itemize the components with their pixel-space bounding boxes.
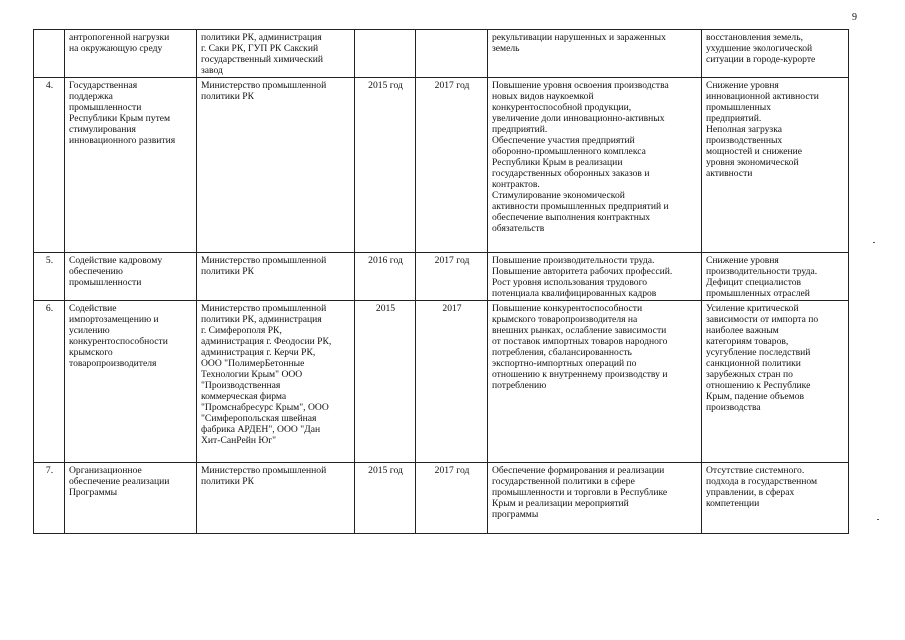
row-number-cell [34, 30, 65, 78]
executor-line: политики РК [201, 266, 254, 277]
consequences-cell [702, 463, 849, 534]
consequences-line: управлении, в сферах [706, 487, 795, 498]
consequences-line: наиболее важным [706, 325, 779, 336]
consequences-line: Крым, падение объемов [706, 391, 805, 402]
end-year-cell [416, 463, 488, 534]
consequences-line: производства [706, 402, 761, 413]
consequences-line: Снижение уровня [706, 255, 779, 266]
expected-result-cell [488, 463, 702, 534]
expected-result-line: Крым и реализации мероприятий [492, 498, 629, 509]
expected-result-line: рекультивации нарушенных и зараженных [492, 32, 666, 43]
end-year-text: 2017 [442, 303, 462, 314]
expected-result-line: активности промышленных предприятий и [492, 201, 669, 212]
executor-line: администрация г. Керчи РК, [201, 347, 316, 358]
expected-result-line: Повышение уровня освоения производства [492, 80, 669, 91]
executor-cell [197, 301, 355, 463]
executor-line: Министерство промышленной [201, 255, 327, 266]
measure-name-line: импортозамещению и [69, 314, 159, 325]
executor-line: завод [201, 65, 223, 76]
consequences-line: промышленных отраслей [706, 288, 810, 299]
row-number-text: 4. [45, 80, 54, 91]
consequences-line: Отсутствие системного. [706, 465, 805, 476]
expected-result-cell [488, 253, 702, 301]
measure-name-line: товаропроизводителя [69, 358, 157, 369]
expected-result-line: оборонно-промышленного комплекса [492, 146, 646, 157]
expected-result-line: Повышение авторитета рабочих профессий. [492, 266, 673, 277]
measure-name-line: стимулирования [69, 124, 136, 135]
start-year-text: 2016 год [368, 255, 403, 266]
start-year-cell [355, 301, 416, 463]
consequences-line: Дефицит специалистов [706, 277, 802, 288]
consequences-line: активности [706, 168, 753, 179]
measure-name-line: промышленности [69, 102, 142, 113]
consequences-line: компетенции [706, 498, 760, 509]
executor-cell [197, 253, 355, 301]
expected-result-line: внешних рынках, ослабление зависимости [492, 325, 667, 336]
consequences-line: отношению к Республике [706, 380, 811, 391]
expected-result-line: экспортно-импортных операций по [492, 358, 637, 369]
measure-name-line: конкурентоспособности [69, 336, 168, 347]
executor-line: г. Симферополя РК, [201, 325, 282, 336]
expected-result-line: программы [492, 509, 539, 520]
expected-result-line: потреблению [492, 380, 547, 391]
expected-result-line: новых видов наукоемкой [492, 91, 594, 102]
measure-name-line: Государственная [69, 80, 138, 91]
end-year-text: 2017 год [434, 465, 470, 476]
measure-name-cell [65, 253, 197, 301]
expected-result-line: конкурентоспособной продукции, [492, 102, 632, 113]
executor-line: политики РК, администрация [201, 314, 322, 325]
expected-result-line: потребления, сбалансированность [492, 347, 632, 358]
executor-line: Хит-СанРейн Юг" [201, 435, 277, 446]
measure-name-line: Республики Крым путем [69, 113, 171, 124]
executor-line: ООО "ПолимерБетонные [201, 358, 305, 369]
table-row [34, 30, 849, 78]
executor-line: Технологии Крым" ООО [201, 369, 303, 380]
executor-line: политики РК [201, 476, 254, 487]
consequences-line: уровня экономической [706, 157, 799, 168]
executor-line: политики РК [201, 91, 254, 102]
expected-result-line: крымского товаропроизводителя на [492, 314, 638, 325]
consequences-cell [702, 30, 849, 78]
expected-result-line: Обеспечение формирования и реализации [492, 465, 665, 476]
measure-name-line: инновационного развития [69, 135, 176, 146]
consequences-line: Усиление критической [706, 303, 799, 314]
measure-name-line: усилению [69, 325, 110, 336]
executor-line: администрация г. Феодосии РК, [201, 336, 332, 347]
expected-result-line: Обеспечение участия предприятий [492, 135, 635, 146]
expected-result-line: Рост уровня использования трудового [492, 277, 648, 288]
consequences-line: мощностей и снижение [706, 146, 803, 157]
consequences-line: зарубежных стран по [706, 369, 793, 380]
consequences-line: усугубление последствий [706, 347, 811, 358]
consequences-line: производственных [706, 135, 783, 146]
table-row [34, 253, 849, 301]
executor-line: коммерческая фирма [201, 391, 287, 402]
executor-line: "Производственная [201, 380, 281, 391]
start-year-cell [355, 253, 416, 301]
consequences-line: Неполная загрузка [706, 124, 782, 135]
scan-mark [877, 519, 879, 520]
measure-name-line: Программы [69, 487, 118, 498]
executor-cell [197, 463, 355, 534]
measure-name-line: Содействие [69, 303, 117, 314]
executor-cell [197, 78, 355, 253]
end-year-cell [416, 301, 488, 463]
row-number-text: 6. [45, 303, 54, 314]
executor-line: "Промснабресурс Крым", ООО [201, 402, 329, 413]
measure-name-line: Содействие кадровому [69, 255, 163, 266]
end-year-text: 2017 год [434, 80, 470, 91]
table-row [34, 301, 849, 463]
expected-result-line: предприятий. [492, 124, 548, 135]
executor-line: Министерство промышленной [201, 80, 327, 91]
executor-cell [197, 30, 355, 78]
measure-name-line: обеспечению [69, 266, 123, 277]
start-year-text: 2015 год [368, 80, 403, 91]
expected-result-line: Повышение конкурентоспособности [492, 303, 643, 314]
measure-name-line: антропогенной нагрузки [69, 32, 170, 43]
expected-result-line: от поставок импортных товаров народного [492, 336, 668, 347]
consequences-cell [702, 78, 849, 253]
row-number-cell [34, 78, 65, 253]
expected-result-line: потенциала квалифицированных кадров [492, 288, 657, 299]
measure-name-cell [65, 301, 197, 463]
row-number-cell [34, 463, 65, 534]
executor-line: политики РК, администрация [201, 32, 322, 43]
expected-result-line: государственных оборонных заказов и [492, 168, 650, 179]
expected-result-line: промышленности и торговли в Республике [492, 487, 668, 498]
consequences-line: промышленных [706, 102, 772, 113]
start-year-cell [355, 463, 416, 534]
consequences-line: ухудшение экологической [706, 43, 813, 54]
measure-name-line: на окружающую среду [69, 43, 163, 54]
consequences-line: восстановления земель, [706, 32, 803, 43]
measure-name-cell [65, 463, 197, 534]
executor-line: г. Саки РК, ГУП РК Сакский [201, 43, 319, 54]
expected-result-line: Республики Крым в реализации [492, 157, 623, 168]
expected-result-cell [488, 30, 702, 78]
row-number-cell [34, 253, 65, 301]
expected-result-line: государственной политики в сфере [492, 476, 635, 487]
table-row [34, 78, 849, 253]
page-number: 9 [852, 12, 857, 23]
consequences-line: предприятий. [706, 113, 762, 124]
end-year-cell [416, 78, 488, 253]
measure-name-line: обеспечение реализации [69, 476, 170, 487]
consequences-line: Снижение уровня [706, 80, 779, 91]
row-number-text: 5. [45, 255, 54, 266]
expected-result-line: Стимулирование экономической [492, 190, 625, 201]
end-year-text: 2017 год [434, 255, 470, 266]
expected-result-line: Повышение производительности труда. [492, 255, 655, 266]
start-year-text: 2015 [375, 303, 396, 314]
measure-name-cell [65, 78, 197, 253]
expected-result-line: обеспечение выполнения контрактных [492, 212, 651, 223]
consequences-line: категориям товаров, [706, 336, 789, 347]
measure-name-cell [65, 30, 197, 78]
expected-result-line: земель [492, 43, 520, 54]
row-number-cell [34, 301, 65, 463]
start-year-cell [355, 78, 416, 253]
end-year-cell [416, 253, 488, 301]
start-year-cell [355, 30, 416, 78]
consequences-line: подхода в государственном [706, 476, 818, 487]
executor-line: государственный химический [201, 54, 324, 65]
row-number-text: 7. [45, 465, 54, 476]
expected-result-line: контрактов. [492, 179, 540, 190]
scan-mark [873, 242, 875, 243]
end-year-cell [416, 30, 488, 78]
start-year-text: 2015 год [368, 465, 403, 476]
measure-name-line: поддержка [69, 91, 113, 102]
executor-line: Министерство промышленной [201, 303, 327, 314]
executor-line: фабрика АРДЕН", ООО "Дан [201, 424, 321, 435]
consequences-line: инновационной активности [706, 91, 819, 102]
measure-name-line: Организационное [69, 465, 142, 476]
table-row [34, 463, 849, 534]
expected-result-line: обязательств [492, 223, 545, 234]
expected-result-line: отношению к внутреннему производству и [492, 369, 668, 380]
consequences-line: ситуации в городе-курорте [706, 54, 816, 65]
measure-name-line: промышленности [69, 277, 142, 288]
consequences-line: санкционной политики [706, 358, 801, 369]
consequences-line: зависимости от импорта по [706, 314, 819, 325]
consequences-cell [702, 253, 849, 301]
executor-line: "Симферопольская швейная [201, 413, 317, 424]
measure-name-line: крымского [69, 347, 113, 358]
consequences-line: производительности труда. [706, 266, 818, 277]
expected-result-cell [488, 78, 702, 253]
consequences-cell [702, 301, 849, 463]
expected-result-line: увеличение доли инновационно-активных [492, 113, 665, 124]
program-measures-table [33, 29, 849, 534]
executor-line: Министерство промышленной [201, 465, 327, 476]
expected-result-cell [488, 301, 702, 463]
